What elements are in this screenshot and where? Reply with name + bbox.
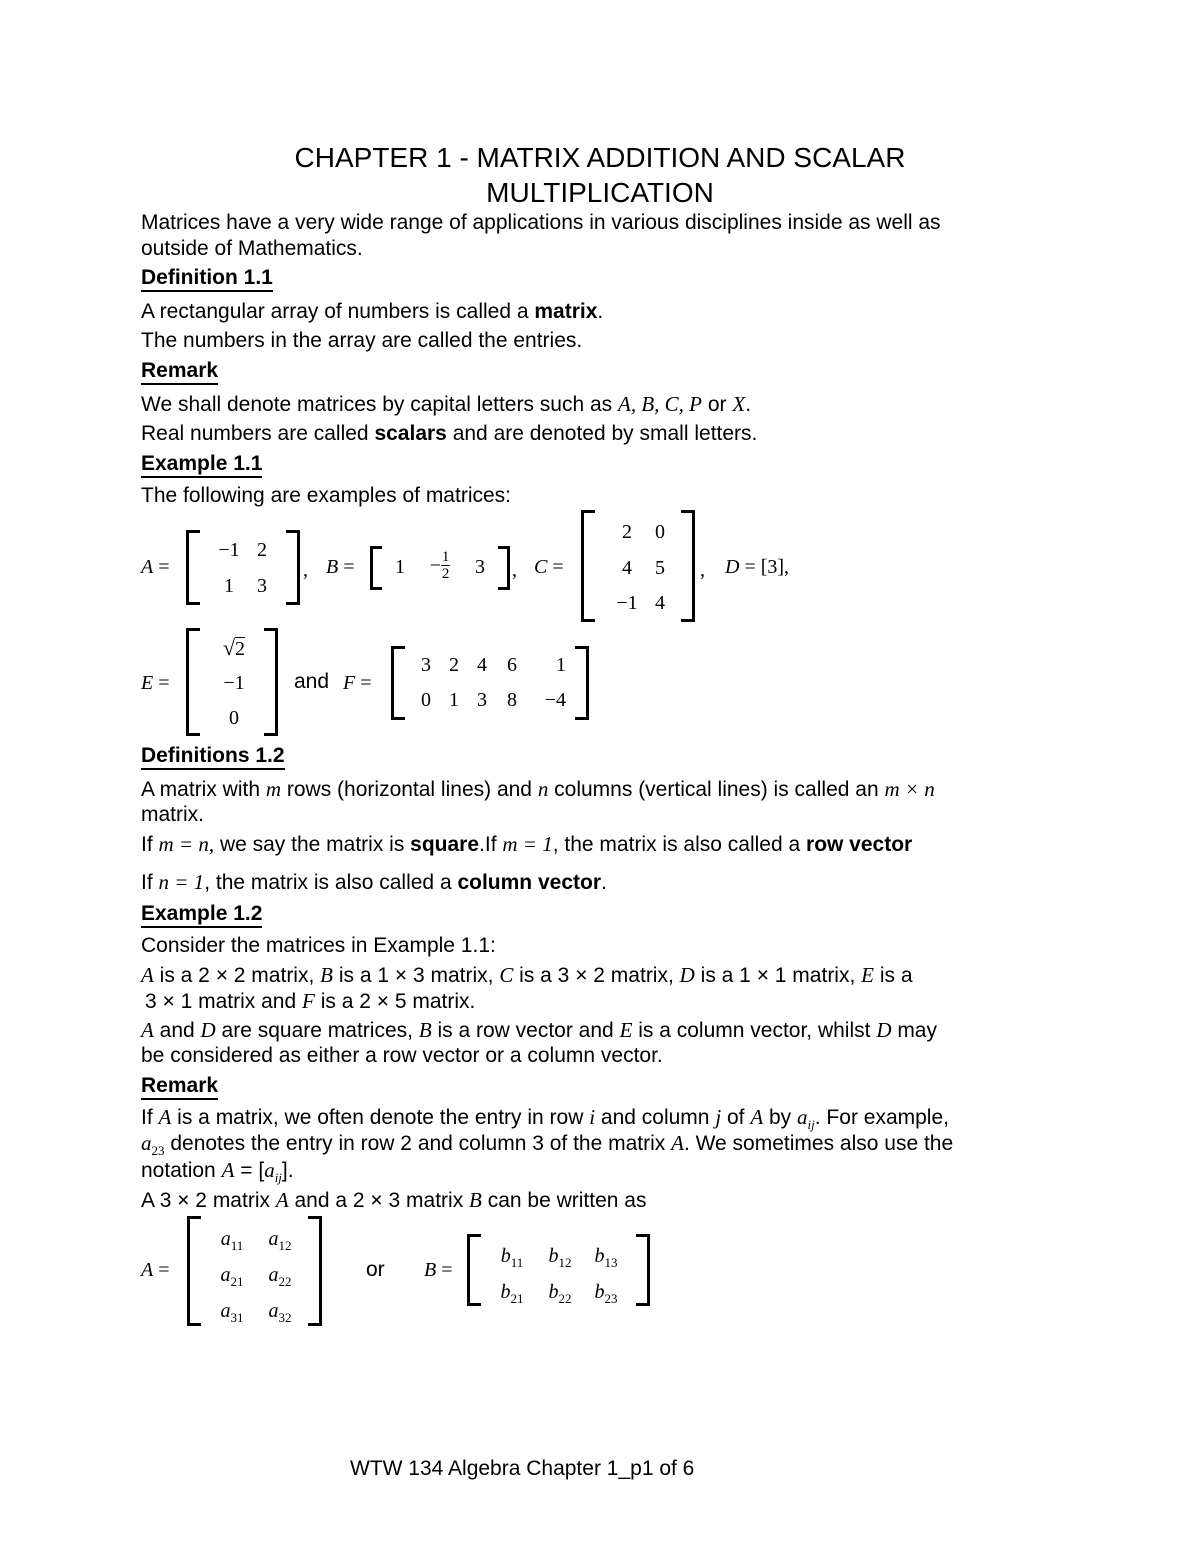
general-matrix-b-entry: $b_{13}$: [594, 1245, 618, 1270]
definitions-1-2-line-4: If n = 1, the matrix is also called a column vector.: [141, 870, 607, 894]
matrix-a-entry: −1: [218, 539, 240, 561]
general-matrix-a-entry: $a_{12}$: [268, 1228, 292, 1253]
general-matrix-b-entry: $b_{11}$: [500, 1245, 524, 1270]
definition-1-1-line-1: A rectangular array of numbers is called a matrix.: [141, 300, 604, 323]
general-matrix-a-right-bracket: [308, 1216, 322, 1326]
matrix-f-label: F =: [343, 672, 372, 694]
matrix-b-label: B =: [326, 556, 355, 578]
matrix-f-left-bracket: [391, 646, 405, 720]
matrix-f-entry: 4: [477, 654, 487, 676]
matrix-b-entry: 3: [475, 556, 485, 578]
matrix-e-left-bracket: [186, 628, 200, 736]
matrix-f-entry: 0: [421, 689, 431, 711]
matrix-f-entry: 1: [449, 689, 459, 711]
remark-2-line-4: A 3 × 2 matrix A and a 2 × 3 matrix B can be written as: [141, 1188, 647, 1212]
matrix-c-entry: 4: [655, 592, 665, 614]
intro-line-2: outside of Mathematics.: [141, 237, 363, 260]
and-word: and: [294, 670, 330, 693]
remark-line-2: Real numbers are called scalars and are denoted by small letters.: [141, 422, 758, 445]
matrix-f-entry: 3: [421, 654, 431, 676]
matrix-c-right-bracket: [681, 510, 695, 622]
matrix-b-right-bracket: [498, 546, 510, 590]
matrix-e-right-bracket: [264, 628, 278, 736]
example-1-1-line-1: The following are examples of matrices:: [141, 484, 511, 507]
general-matrix-a-entry: $a_{21}$: [220, 1264, 244, 1289]
matrix-e-label: E =: [141, 672, 170, 694]
matrix-f-entry: 1: [556, 654, 566, 676]
matrix-c-entry: 4: [622, 557, 632, 579]
matrix-f-entry: −4: [544, 689, 566, 711]
matrix-f-entry: 3: [477, 689, 487, 711]
matrix-f-right-bracket: [575, 646, 589, 720]
matrix-f-entry: 2: [449, 654, 459, 676]
remark-heading: Remark: [141, 358, 218, 384]
comma: ,: [303, 559, 308, 581]
example-1-2-line-2: A is a 2 × 2 matrix, B is a 1 × 3 matrix, C is a 3 × 2 matrix, D is a 1 × 1 matrix, E is a: [141, 963, 913, 987]
matrix-c-entry: 0: [655, 521, 665, 543]
matrix-b-left-bracket: [370, 546, 382, 590]
matrix-a-label: A =: [141, 556, 170, 578]
general-matrix-a-entry: $a_{32}$: [268, 1300, 292, 1325]
matrix-c-left-bracket: [581, 510, 595, 622]
page-footer: WTW 134 Algebra Chapter 1_p1 of 6: [350, 1457, 695, 1480]
intro-line-1: Matrices have a very wide range of applications in various disciplines inside as well as: [141, 211, 941, 234]
matrix-d: D = [3],: [725, 556, 790, 578]
matrix-c-label: C =: [534, 556, 564, 578]
general-matrix-b-entry: $b_{22}$: [548, 1281, 572, 1306]
comma: ,: [512, 559, 517, 581]
general-matrix-b-entry: $b_{12}$: [548, 1245, 572, 1270]
matrix-c-entry: 2: [622, 521, 632, 543]
definition-1-1-heading: Definition 1.1: [141, 265, 273, 291]
matrix-b-entry: 1: [395, 556, 405, 578]
matrix-f-entry: 6: [507, 654, 517, 676]
example-1-2-line-4: A and D are square matrices, B is a row vector and E is a column vector, whilst D may: [141, 1018, 937, 1042]
example-1-2-line-1: Consider the matrices in Example 1.1:: [141, 934, 496, 957]
general-matrix-b-left-bracket: [467, 1234, 481, 1306]
matrix-a-entry: 3: [257, 575, 267, 597]
page-title-line2: MULTIPLICATION: [486, 177, 714, 208]
remark-line-1: We shall denote matrices by capital letters such as A, B, C, P or X.: [141, 392, 752, 416]
general-matrix-a-entry: $a_{22}$: [268, 1264, 292, 1289]
example-1-2-line-3: 3 × 1 matrix and F is a 2 × 5 matrix.: [145, 989, 476, 1013]
example-1-1-heading: Example 1.1: [141, 451, 262, 477]
remark-2-line-2: $a_{23}$ denotes the entry in row 2 and column 3 of the matrix A. We sometimes also use the: [141, 1131, 954, 1159]
definitions-1-2-line-2: matrix.: [141, 803, 204, 826]
matrix-e-entry: −1: [223, 672, 245, 694]
matrix-c-entry: −1: [616, 592, 638, 614]
definitions-1-2-heading: Definitions 1.2: [141, 743, 285, 769]
matrix-b-entry-fraction: − $\frac{1}{2}$: [429, 549, 450, 582]
comma: ,: [700, 559, 705, 581]
general-matrix-a-label: A =: [141, 1259, 170, 1281]
general-matrix-a-entry: $a_{31}$: [220, 1300, 244, 1325]
definition-1-1-line-2: The numbers in the array are called the entries.: [141, 329, 583, 352]
general-matrix-a-left-bracket: [187, 1216, 201, 1326]
matrix-c-entry: 5: [655, 557, 665, 579]
general-matrix-b-right-bracket: [636, 1234, 650, 1306]
general-matrix-b-label: B =: [424, 1259, 453, 1281]
definitions-1-2-line-1: A matrix with m rows (horizontal lines) and n columns (vertical lines) is called an m × n: [141, 777, 935, 801]
matrix-e-entry: 0: [229, 707, 239, 729]
general-matrix-b-entry: $b_{23}$: [594, 1281, 618, 1306]
general-matrix-a-entry: $a_{11}$: [220, 1228, 244, 1253]
general-matrix-b-entry: $b_{21}$: [500, 1281, 524, 1306]
remark-2-line-1: If A is a matrix, we often denote the entry in row i and column j of A by $a_{ij}$. For example,: [141, 1105, 949, 1133]
remark-2-line-3: notation $A = [a_{ij}]$.: [141, 1158, 294, 1186]
page-title: CHAPTER 1 - MATRIX ADDITION AND SCALAR: [294, 142, 906, 173]
matrix-a-entry: 2: [257, 539, 267, 561]
matrix-a-right-bracket: [286, 530, 300, 605]
matrix-f-entry: 8: [507, 689, 517, 711]
remark-2-heading: Remark: [141, 1073, 218, 1099]
or-word: or: [366, 1258, 385, 1281]
matrix-a-left-bracket: [186, 530, 200, 605]
matrix-a-entry: 1: [224, 575, 234, 597]
definitions-1-2-line-3: If m = n, we say the matrix is square.If m = 1, the matrix is also called a row vector: [141, 832, 913, 856]
matrix-e-entry-sqrt: √2: [222, 635, 246, 660]
example-1-2-heading: Example 1.2: [141, 901, 262, 927]
example-1-2-line-5: be considered as either a row vector or a column vector.: [141, 1044, 663, 1067]
